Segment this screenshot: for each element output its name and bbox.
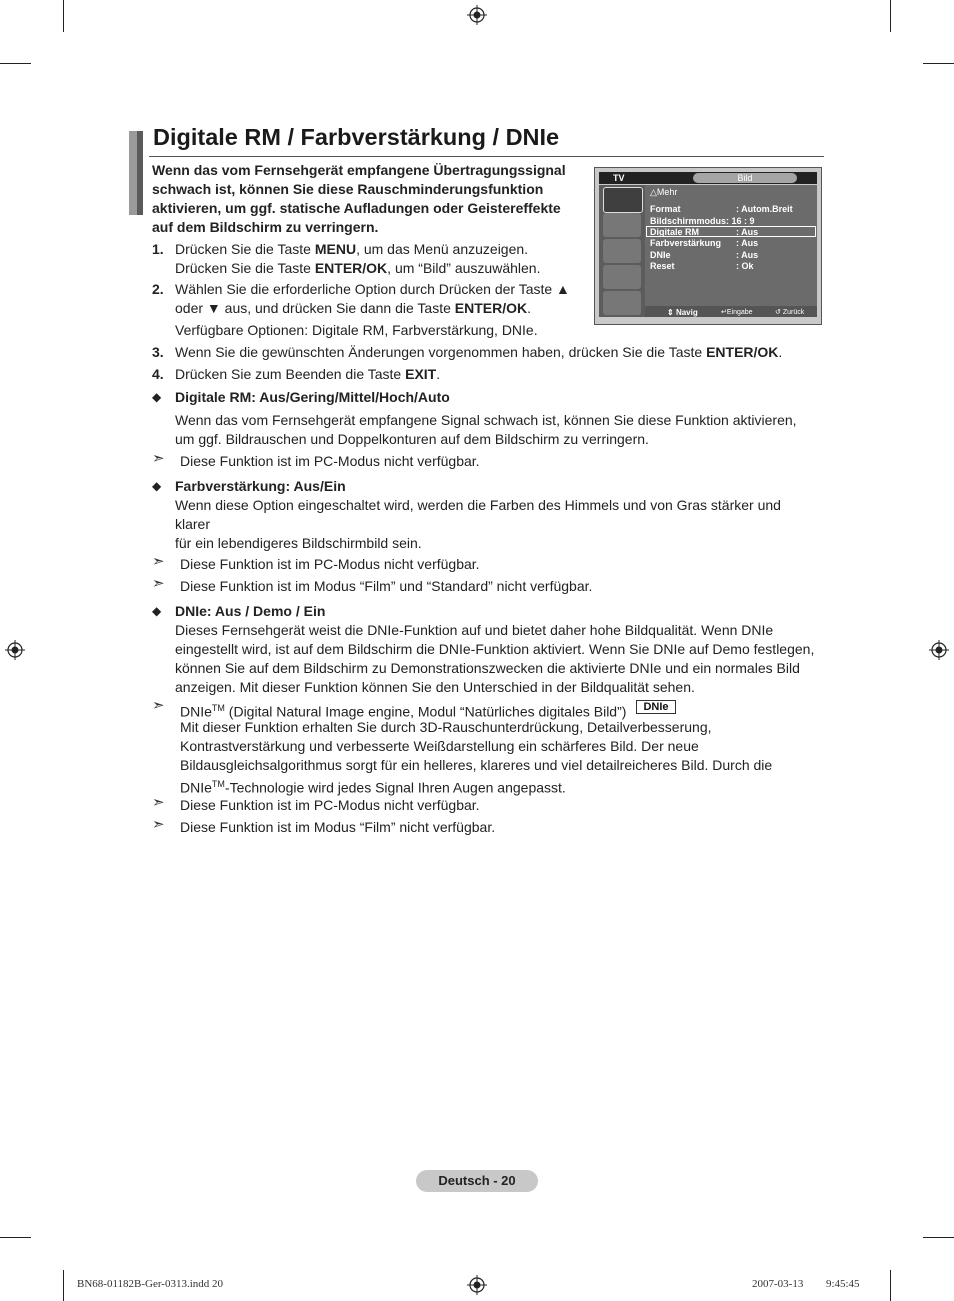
- tv-menu-enter: ↵Eingabe: [721, 309, 753, 316]
- tv-menu-row-label: DNIe: [650, 250, 671, 260]
- paragraph-line: anzeigen. Mit dieser Funktion können Sie den Unterschied in der Bildqualität sehen.: [175, 679, 695, 695]
- dnie-logo: DNIe: [636, 700, 676, 714]
- crop-mark: [890, 0, 891, 32]
- note-arrow-icon: ➣: [152, 575, 165, 592]
- tv-menu-row-label: Reset: [650, 261, 675, 271]
- note-text: DNIe™-Technologie wird jedes Signal Ihren Augen angepasst.: [180, 779, 566, 796]
- diamond-bullet-icon: ◆: [152, 390, 162, 404]
- input-icon: [603, 291, 641, 315]
- tv-menu-row-label: Digitale RM: [650, 227, 700, 237]
- note-text: Bildausgleichsalgorithmus sorgt für ein helleres, klareres und viel detailreicheres Bild. Durch die: [180, 757, 773, 773]
- tv-menu-tab: Bild: [693, 173, 797, 183]
- footer-file: BN68-01182B-Ger-0313.indd 20: [77, 1278, 224, 1290]
- step-1-line-1: Drücken Sie die Taste MENU, um das Menü anzuzeigen.: [175, 241, 529, 257]
- paragraph-line: Wenn diese Option eingeschaltet wird, werden die Farben des Himmels und von Gras stärker und: [175, 497, 781, 513]
- note-arrow-icon: ➣: [152, 553, 165, 570]
- tv-menu-back: ↺ Zurück: [775, 309, 805, 316]
- diamond-bullet-icon: ◆: [152, 604, 162, 618]
- paragraph-line: klarer: [175, 516, 211, 532]
- return-icon: ↺: [775, 309, 783, 316]
- paragraph-line: für ein lebendigeres Bildschirmbild sein.: [175, 535, 422, 551]
- crop-mark: [0, 63, 31, 64]
- intro-text: Wenn das vom Fernsehgerät empfangene Übertragungssignal schwach ist, können Sie diese Rauschminderungsfunktion aktivieren, um ggf. statische Aufladungen oder Geistereffekte auf dem Bildschirm zu verringern.: [152, 162, 566, 235]
- section-heading: Digitale RM: Aus/Gering/Mittel/Hoch/Auto: [175, 389, 450, 405]
- paragraph-line: eingestellt wird, ist auf dem Bildschirm die DNIe-Funktion aktiviert. Wenn Sie DNIe auf Demo festlegen,: [175, 641, 815, 657]
- note-text: Mit dieser Funktion erhalten Sie durch 3D-Rauschunterdrückung, Detailverbesserung,: [180, 719, 712, 735]
- channel-icon: [603, 239, 641, 263]
- note-text: Kontrastverstärkung und verbesserte Weißdarstellung ein schärferes Bild. Der neue: [180, 738, 699, 754]
- registration-mark-icon: [929, 640, 949, 660]
- tv-menu-row-label: Bildschirmmodus: 16 : 9: [650, 216, 755, 226]
- note-arrow-icon: ➣: [152, 450, 165, 467]
- crop-mark: [0, 1237, 31, 1238]
- step-number: 1.: [152, 241, 164, 257]
- sound-icon: [603, 213, 641, 237]
- updown-icon: ⇕: [667, 308, 676, 317]
- note-text: Diese Funktion ist im PC-Modus nicht verfügbar.: [180, 797, 480, 813]
- tv-menu-row-value: : Ok: [736, 261, 754, 271]
- paragraph-line: Dieses Fernsehgerät weist die DNIe-Funktion auf und bietet daher hohe Bildqualität. Wenn DNIe: [175, 622, 774, 638]
- step-4-line: Drücken Sie zum Beenden die Taste EXIT.: [175, 366, 441, 382]
- title-rule: [149, 156, 824, 157]
- note-text: DNIe™ (Digital Natural Image engine, Modul “Natürliches digitales Bild”): [180, 703, 627, 720]
- note-text: Diese Funktion ist im PC-Modus nicht verfügbar.: [180, 453, 480, 469]
- note-text: Diese Funktion ist im Modus “Film” und “Standard” nicht verfügbar.: [180, 578, 593, 594]
- note-arrow-icon: ➣: [152, 794, 165, 811]
- crop-mark: [923, 1237, 954, 1238]
- crop-mark: [923, 63, 954, 64]
- section-heading: Farbverstärkung: Aus/Ein: [175, 478, 346, 494]
- tv-menu-row-value: : Aus: [736, 227, 759, 237]
- tv-menu-row-label: Farbverstärkung: [650, 238, 722, 248]
- crop-mark: [63, 0, 64, 32]
- note-arrow-icon: ➣: [152, 697, 165, 714]
- note-text: Diese Funktion ist im Modus “Film” nicht verfügbar.: [180, 819, 496, 835]
- tv-menu-more: △Mehr: [650, 187, 678, 197]
- crop-mark: [63, 1270, 64, 1301]
- enter-icon: ↵: [721, 309, 727, 316]
- step-number: 4.: [152, 366, 164, 382]
- tv-menu-row-label: Format: [650, 204, 681, 214]
- tv-menu-row-value: : Autom.Breit: [736, 204, 793, 214]
- tv-menu-nav: ⇕ Navig: [667, 308, 698, 317]
- note-text: Diese Funktion ist im PC-Modus nicht verfügbar.: [180, 556, 480, 572]
- crop-mark: [890, 1270, 891, 1301]
- tv-menu-row-value: : Aus: [736, 250, 759, 260]
- note-arrow-icon: ➣: [152, 816, 165, 833]
- page-number-badge: Deutsch - 20: [416, 1170, 538, 1192]
- title-accent-bar: [137, 131, 143, 215]
- diamond-bullet-icon: ◆: [152, 479, 162, 493]
- step-3-line: Wenn Sie die gewünschten Änderungen vorgenommen haben, drücken Sie die Taste ENTER/OK.: [175, 344, 783, 360]
- step-2-line-2: oder ▼ aus, und drücken Sie dann die Taste ENTER/OK.: [175, 300, 532, 316]
- registration-mark-icon: [467, 5, 487, 25]
- step-number: 2.: [152, 281, 164, 297]
- footer-date: 2007-03-13 ￿￿ 9:45:45: [752, 1278, 860, 1290]
- step-2-line-3: Verfügbare Optionen: Digitale RM, Farbverstärkung, DNIe.: [175, 322, 538, 338]
- page-title: Digitale RM / Farbverstärkung / DNIe: [153, 124, 560, 150]
- tv-menu-tv-label: TV: [613, 173, 625, 183]
- registration-mark-icon: [5, 640, 25, 660]
- tv-menu-sidebar: [599, 185, 645, 317]
- picture-icon: [603, 187, 643, 213]
- step-2-line-1: Wählen Sie die erforderliche Option durch Drücken der Taste ▲: [175, 281, 570, 297]
- setup-icon: [603, 265, 641, 289]
- step-number: 3.: [152, 344, 164, 360]
- paragraph-line: um ggf. Bildrauschen und Doppelkonturen auf dem Bildschirm zu verringern.: [175, 431, 649, 447]
- paragraph-line: können Sie auf dem Bildschirm zu Demonstrationszwecken die aktivierte DNIe und ein normales Bild: [175, 660, 800, 676]
- tv-menu-row-value: : Aus: [736, 238, 759, 248]
- paragraph-line: Wenn das vom Fernsehgerät empfangene Signal schwach ist, können Sie diese Funktion aktivieren,: [175, 412, 797, 428]
- step-1-line-2: Drücken Sie die Taste ENTER/OK, um “Bild” auszuwählen.: [175, 260, 541, 276]
- tv-menu-screenshot: [594, 167, 822, 325]
- section-heading: DNIe: Aus / Demo / Ein: [175, 603, 326, 619]
- registration-mark-icon: [467, 1275, 487, 1295]
